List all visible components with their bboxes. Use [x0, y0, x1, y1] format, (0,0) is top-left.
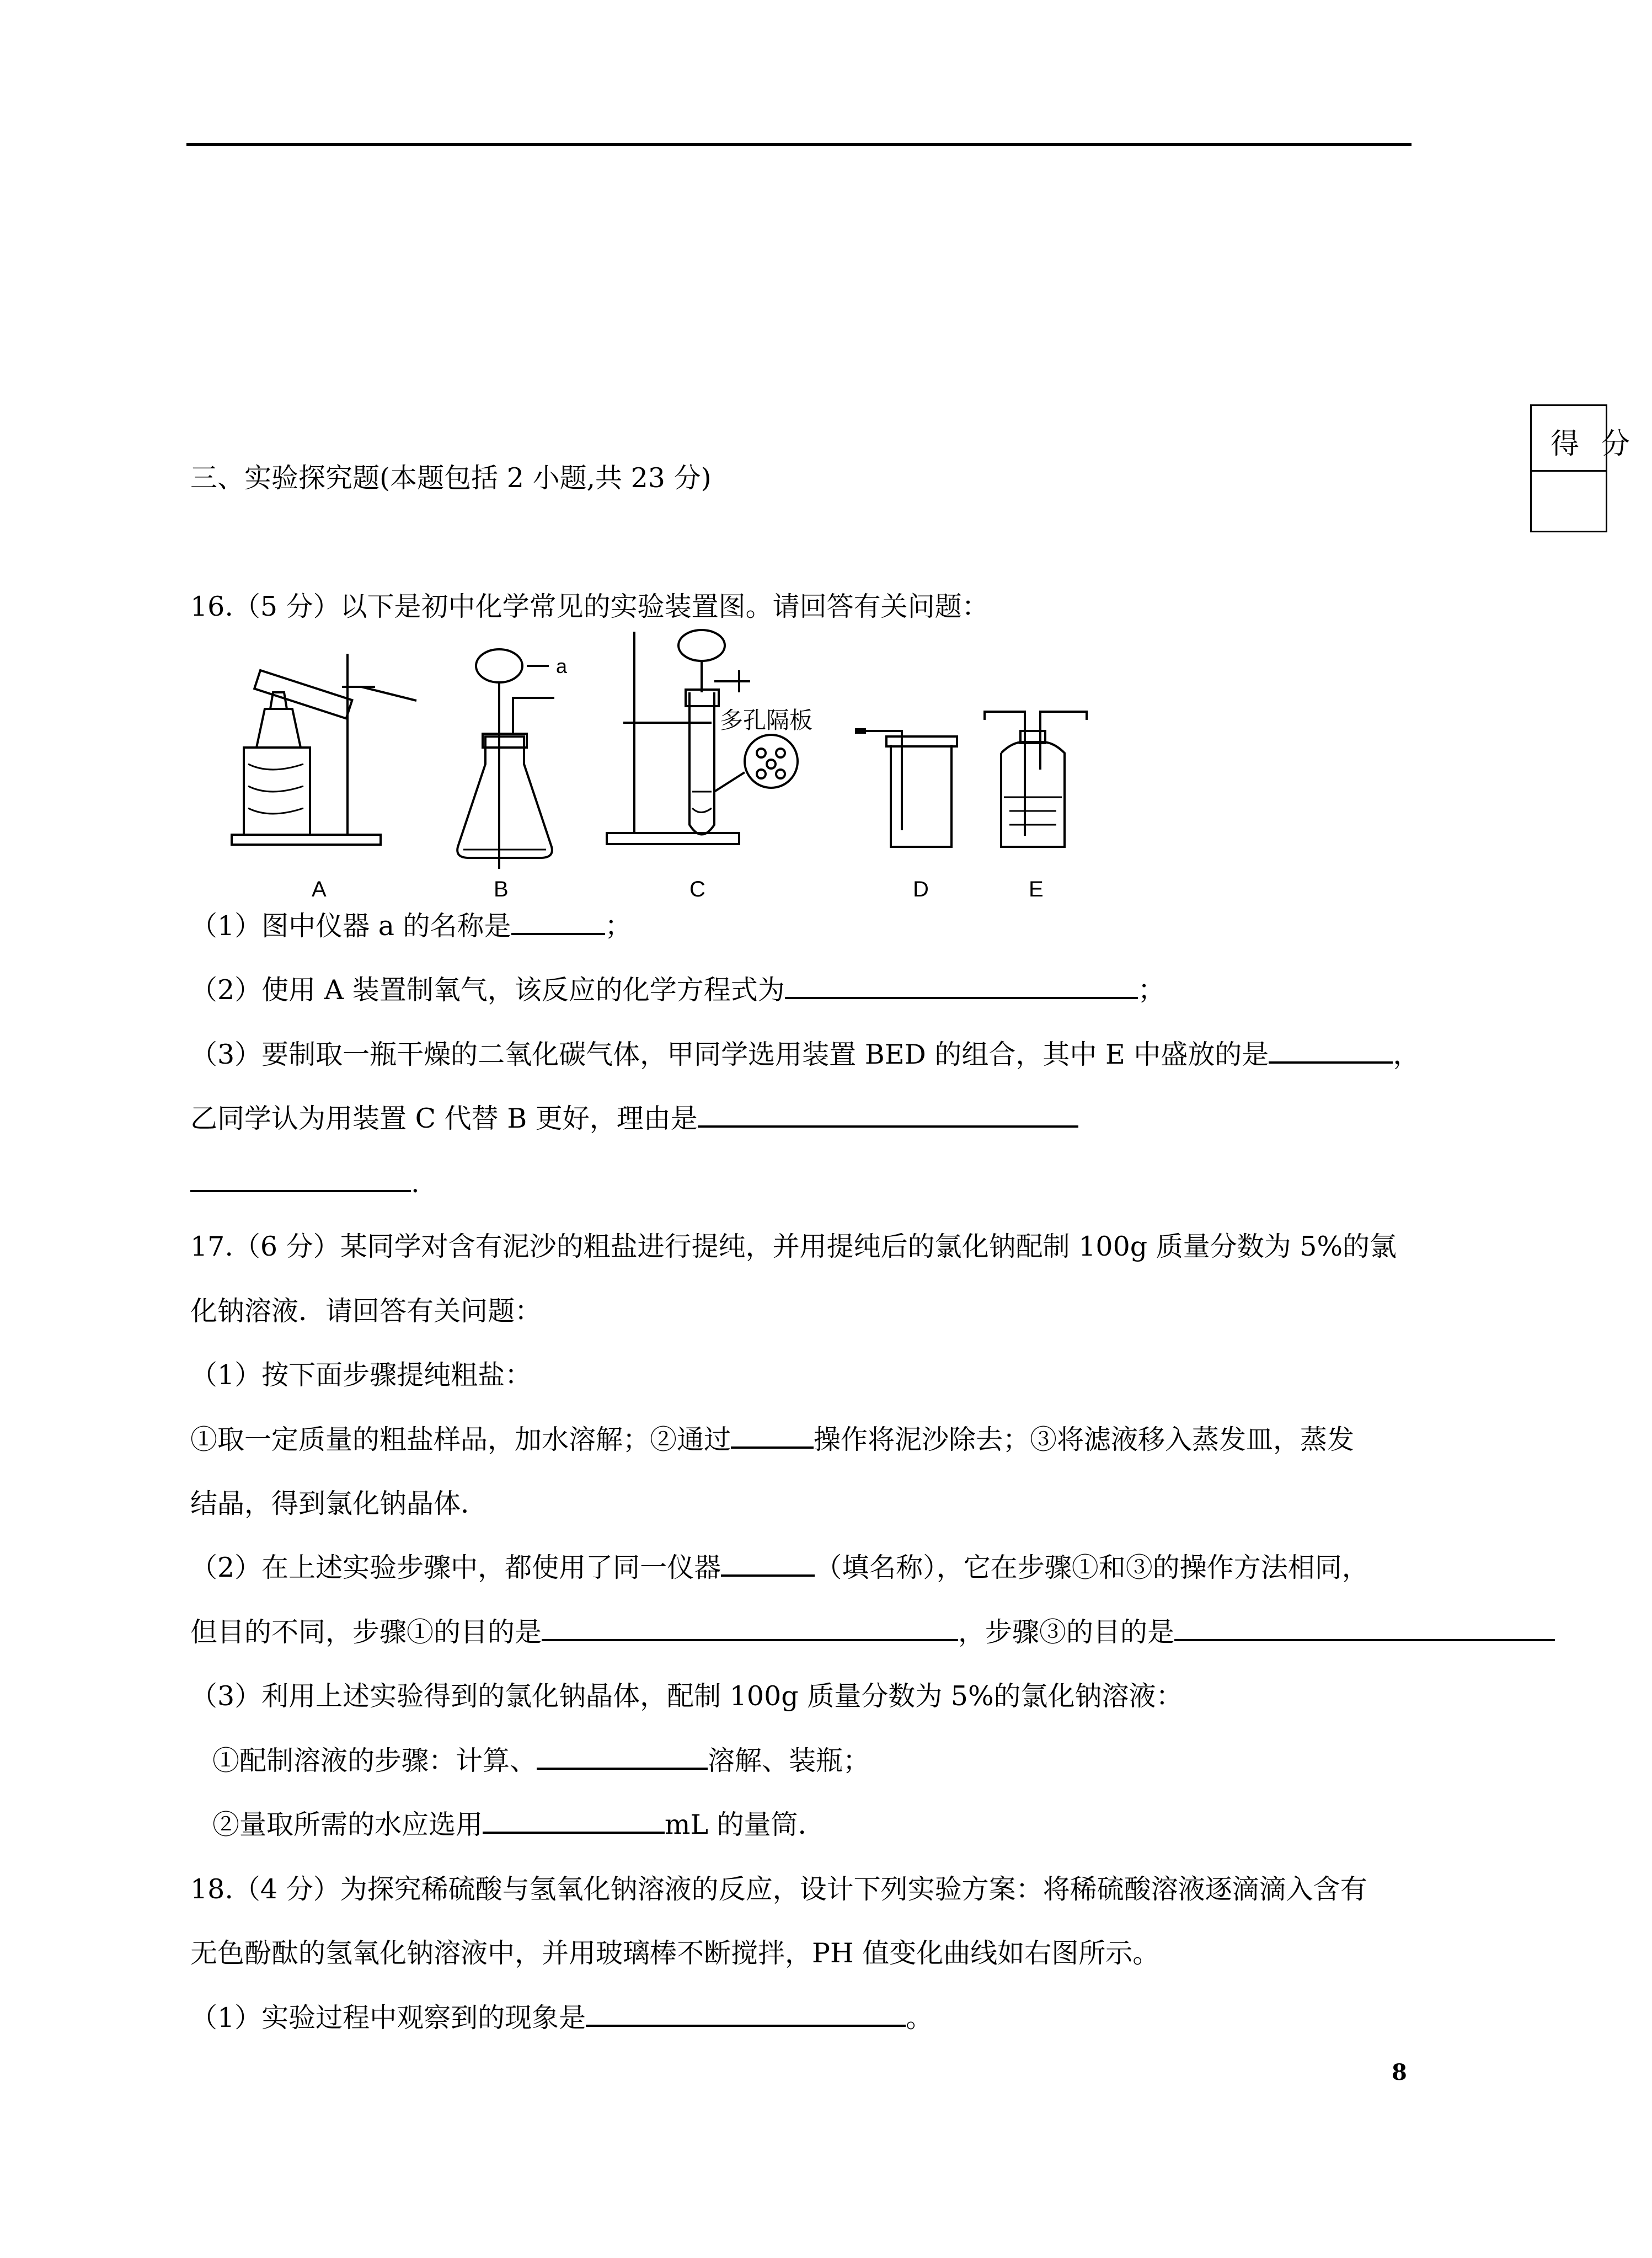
apparatus-e	[985, 712, 1087, 847]
label-funnel-a: a	[556, 655, 568, 677]
q17-sub3: （3）利用上述实验得到的氯化钠晶体，配制 100g 质量分数为 5%的氯化钠溶液：	[190, 1680, 1183, 1712]
q18-stem-line2: 无色酚酞的氢氧化钠溶液中，并用玻璃棒不断搅拌，PH 值变化曲线如右图所示。	[190, 1937, 1160, 1969]
q18-stem-line1: 18.（4 分）为探究稀硫酸与氢氧化钠溶液的反应，设计下列实验方案：将稀硫酸溶液逐滴滴入含有	[190, 1873, 1367, 1905]
q17-sub3-i-blank[interactable]	[537, 1743, 708, 1770]
q16-sub1	[190, 909, 632, 944]
apparatus-d	[855, 731, 957, 847]
section-3-heading: 三、实验探究题(本题包括 2 小题,共 23 分)	[190, 462, 712, 494]
q17-stem-line1: 17.（6 分）某同学对含有泥沙的粗盐进行提纯，并用提纯后的氯化钠配制 100g 质量分数为 5%的氯	[190, 1231, 1397, 1262]
q16-sub2-text: （2）使用 A 装置制氧气，该反应的化学方程式为	[190, 974, 785, 1006]
q17-sub3-i	[212, 1743, 870, 1779]
q17-sub2	[190, 1550, 1369, 1586]
apparatus-a	[232, 654, 416, 845]
q17-sub2-purpose3-blank[interactable]	[1174, 1615, 1555, 1641]
q17-sub2-blank[interactable]	[721, 1550, 815, 1577]
q16-sub3	[190, 1037, 1420, 1072]
q18-sub1-blank[interactable]	[586, 2000, 906, 2027]
q17-steps	[190, 1422, 1354, 1458]
q16-sub3-text: （3）要制取一瓶干燥的二氧化碳气体，甲同学选用装置 BED 的组合，其中 E 中盛放的是	[190, 1039, 1269, 1070]
q18-sub1	[190, 2000, 933, 2036]
apparatus-c	[607, 630, 798, 844]
q17-sub3-ii-blank[interactable]	[483, 1807, 665, 1834]
q16-stem: 16.（5 分）以下是初中化学常见的实验装置图。请回答有关问题：	[190, 591, 989, 622]
apparatus-label-d: D	[913, 877, 929, 901]
q16-sub3-reason-blank[interactable]	[698, 1101, 1078, 1128]
apparatus-b	[457, 649, 554, 869]
score-box-label: 得分	[1551, 428, 1652, 461]
q16-sub3-end: ，	[1393, 1039, 1420, 1070]
q17-sub2-purpose1-text: 但目的不同，步骤①的目的是	[190, 1616, 542, 1648]
q16-sub2-blank[interactable]	[785, 973, 1138, 999]
q17-sub3-i-end: 溶解、装瓶；	[708, 1745, 870, 1776]
q17-steps-line2: 结晶，得到氯化钠晶体．	[190, 1488, 488, 1519]
q16-sub1-end: ；	[605, 910, 632, 942]
q16-sub3-reason-blank-2[interactable]	[190, 1166, 411, 1192]
q17-sub3-ii-end: mL 的量筒．	[665, 1809, 825, 1840]
q16-sub2-end: ；	[1137, 974, 1165, 1006]
score-box-divider	[1532, 470, 1606, 472]
q17-steps-text-2: 操作将泥沙除去；③将滤液移入蒸发皿，蒸发	[814, 1424, 1355, 1455]
q16-sub3-line3	[190, 1166, 420, 1201]
q17-sub2-line2	[190, 1615, 1555, 1650]
q17-sub2-text: （2）在上述实验步骤中，都使用了同一仪器	[190, 1552, 721, 1583]
q17-sub3-ii-text: ②量取所需的水应选用	[212, 1809, 483, 1840]
header-rule	[186, 143, 1412, 146]
page-number: 8	[1392, 2059, 1407, 2085]
q18-sub1-text: （1）实验过程中观察到的现象是	[190, 2002, 586, 2033]
apparatus-label-b: B	[494, 877, 509, 901]
q17-sub2-purpose3-text: ，步骤③的目的是	[958, 1616, 1175, 1648]
q17-sub2-text-2: （填名称），它在步骤①和③的操作方法相同，	[815, 1552, 1369, 1583]
label-porous-plate: 多孔隔板	[720, 707, 813, 733]
score-box	[1530, 404, 1652, 532]
q18-sub1-end: 。	[906, 2002, 933, 2033]
q16-sub3-line2	[190, 1101, 1078, 1136]
apparatus-figure	[226, 626, 1103, 905]
q16-sub3-reason-text: 乙同学认为用装置 C 代替 B 更好，理由是	[190, 1103, 698, 1134]
q17-sub3-ii	[212, 1807, 825, 1843]
apparatus-label-c: C	[689, 877, 705, 901]
q17-sub1: （1）按下面步骤提纯粗盐：	[190, 1359, 532, 1391]
q16-sub3-blank[interactable]	[1269, 1037, 1393, 1064]
q16-sub1-blank[interactable]	[511, 909, 605, 935]
q16-sub2	[190, 973, 1165, 1008]
apparatus-label-e: E	[1029, 877, 1044, 901]
q16-sub3-period: .	[411, 1167, 420, 1199]
q17-stem-line2: 化钠溶液．请回答有关问题：	[190, 1295, 542, 1327]
q17-sub2-purpose1-blank[interactable]	[542, 1615, 958, 1641]
apparatus-label-a: A	[312, 877, 327, 901]
q17-steps-text: ①取一定质量的粗盐样品，加水溶解；②通过	[190, 1424, 731, 1455]
q17-sub3-i-text: ①配制溶液的步骤：计算、	[212, 1745, 537, 1776]
q16-sub1-text: （1）图中仪器 a 的名称是	[190, 910, 511, 942]
q17-steps-blank[interactable]	[731, 1422, 814, 1449]
